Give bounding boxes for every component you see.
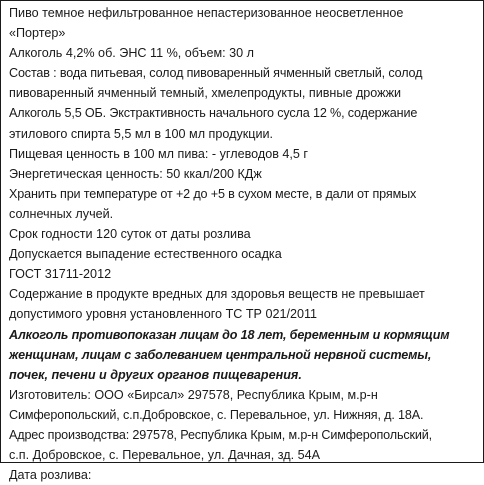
manufacturer-line-1: Изготовитель: ООО «Бирсал» 297578, Республика Крым, м.р-н — [9, 387, 378, 402]
composition-line-1: Состав : вода питьевая, солод пивоваренный ячменный светлый, солод — [9, 66, 423, 81]
extract-line-1: Алкоголь 5,5 ОБ. Экстрактивность начального сусла 12 %, содержание — [9, 106, 418, 121]
production-address-line-2: с.п. Добровское, с. Перевальное, ул. Дачная, зд. 54А — [9, 448, 321, 463]
warning-line-2: женщинам, лицам с заболеванием центральной нервной системы, — [9, 347, 432, 362]
title-line-1: Пиво темное нефильтрованное непастеризованное неосветленное — [9, 6, 404, 20]
composition-line-2: пивоваренный ячменный темный, хмелепродукты, пивные дрожжи — [9, 86, 402, 101]
standard-code: ГОСТ 31711-2012 — [9, 267, 112, 282]
production-address-line-1: Адрес производства: 297578, Республика Крым, м.р-н Симферопольский, — [9, 427, 432, 442]
alcohol-volume: Алкоголь 4,2% об. ЭНС 11 %, объем: 30 л — [9, 46, 254, 61]
nutrition-value: Пищевая ценность в 100 мл пива: - углеводов 4,5 г — [9, 146, 308, 161]
energy-value: Энергетическая ценность: 50 ккал/200 КДж — [9, 166, 262, 181]
warning-line-3: почек, печени и других органов пищеварения. — [9, 367, 302, 382]
harmful-substances-line-2: допустимого уровня установленного ТС ТР 021/2011 — [9, 307, 318, 322]
extract-line-2: этилового спирта 5,5 мл в 100 мл продукции. — [9, 126, 274, 141]
warning-line-1: Алкоголь противопоказан лицам до 18 лет, беременным и кормящим — [9, 327, 450, 342]
harmful-substances-line-1: Содержание в продукте вредных для здоровья веществ не превышает — [9, 287, 425, 302]
sediment-note: Допускается выпадение естественного осадка — [9, 247, 282, 262]
storage-line-2: солнечных лучей. — [9, 206, 114, 221]
shelf-life: Срок годности 120 суток от даты розлива — [9, 227, 251, 242]
title-line-2: «Портер» — [9, 26, 66, 41]
bottling-date: Дата розлива: — [9, 468, 92, 483]
storage-line-1: Хранить при температуре от +2 до +5 в сухом месте, в дали от прямых — [9, 186, 417, 201]
manufacturer-line-2: Симферопольский, с.п.Добровское, с. Перевальное, ул. Нижняя, д. 18А. — [9, 407, 424, 422]
